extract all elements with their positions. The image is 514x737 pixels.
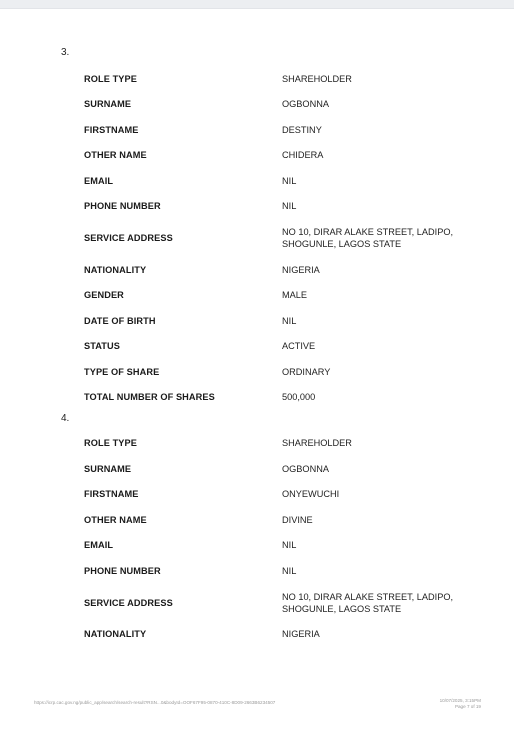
field-row xyxy=(84,534,484,556)
field-value: NIGERIA xyxy=(282,629,320,639)
field-label: FIRSTNAME xyxy=(84,125,139,135)
field-label: ROLE TYPE xyxy=(84,74,137,84)
field-value: NIGERIA xyxy=(282,265,320,275)
field-label: TOTAL NUMBER OF SHARES xyxy=(84,392,215,402)
field-value: SHAREHOLDER xyxy=(282,438,352,448)
field-label: SERVICE ADDRESS xyxy=(84,598,173,608)
field-row xyxy=(84,458,484,480)
field-value: DIVINE xyxy=(282,515,313,525)
field-label: GENDER xyxy=(84,290,124,300)
field-label: SURNAME xyxy=(84,99,132,109)
field-value: 500,000 xyxy=(282,392,316,402)
field-label: PHONE NUMBER xyxy=(84,566,161,576)
footer-page-number: Page 7 of 19 xyxy=(454,704,481,709)
field-value: ONYEWUCHI xyxy=(282,489,340,499)
field-label: TYPE OF SHARE xyxy=(84,367,160,377)
field-row xyxy=(84,93,484,115)
field-value: NIL xyxy=(282,201,297,211)
field-row xyxy=(84,432,484,454)
footer-datetime: 10/07/2025, 3:15PM xyxy=(439,698,481,703)
field-label: ROLE TYPE xyxy=(84,438,137,448)
field-value: ORDINARY xyxy=(282,367,331,377)
field-value: OGBONNA xyxy=(282,464,329,474)
field-value: CHIDERA xyxy=(282,150,324,160)
field-row xyxy=(84,509,484,531)
field-label: DATE OF BIRTH xyxy=(84,316,156,326)
field-label: NATIONALITY xyxy=(84,629,147,639)
field-value: NIL xyxy=(282,540,297,550)
field-row xyxy=(84,560,484,582)
field-value: DESTINY xyxy=(282,125,322,135)
section-number-3: 3. xyxy=(61,47,70,58)
field-row xyxy=(84,386,484,408)
field-label: EMAIL xyxy=(84,176,114,186)
field-label: PHONE NUMBER xyxy=(84,201,161,211)
field-row xyxy=(84,623,484,645)
field-row xyxy=(84,119,484,141)
viewer-top-bar xyxy=(0,0,514,9)
field-label: FIRSTNAME xyxy=(84,489,139,499)
field-row xyxy=(84,144,484,166)
field-label: SURNAME xyxy=(84,464,132,474)
field-label: SERVICE ADDRESS xyxy=(84,233,173,243)
field-value: ACTIVE xyxy=(282,341,316,351)
footer-url: https://icrp.cac.gov.ng/public_app/search/search-result?RSN...0&bodyId=OOF67F95-0870-410C-8D09-2663B6234507 xyxy=(34,700,276,705)
field-row xyxy=(84,259,484,281)
field-value: NO 10, DIRAR ALAKE STREET, LADIPO, SHOGUNLE, LAGOS STATE xyxy=(282,592,454,614)
field-value: MALE xyxy=(282,290,308,300)
field-value: NIL xyxy=(282,316,297,326)
field-label: OTHER NAME xyxy=(84,515,147,525)
field-value: NO 10, DIRAR ALAKE STREET, LADIPO, SHOGUNLE, LAGOS STATE xyxy=(282,227,454,249)
document-page xyxy=(0,9,514,737)
section-number-4: 4. xyxy=(61,413,70,424)
field-value: SHAREHOLDER xyxy=(282,74,352,84)
field-row xyxy=(84,68,484,90)
field-value: NIL xyxy=(282,566,297,576)
field-label: NATIONALITY xyxy=(84,265,147,275)
field-row xyxy=(84,170,484,192)
field-label: EMAIL xyxy=(84,540,114,550)
field-row xyxy=(84,195,484,217)
field-label: STATUS xyxy=(84,341,120,351)
field-row xyxy=(84,310,484,332)
field-row xyxy=(84,361,484,383)
field-label: OTHER NAME xyxy=(84,150,147,160)
field-value: OGBONNA xyxy=(282,99,329,109)
field-row xyxy=(84,223,484,253)
field-value: NIL xyxy=(282,176,297,186)
footer-meta xyxy=(440,698,481,710)
field-row xyxy=(84,335,484,357)
field-row xyxy=(84,284,484,306)
field-row xyxy=(84,588,484,618)
field-row xyxy=(84,483,484,505)
